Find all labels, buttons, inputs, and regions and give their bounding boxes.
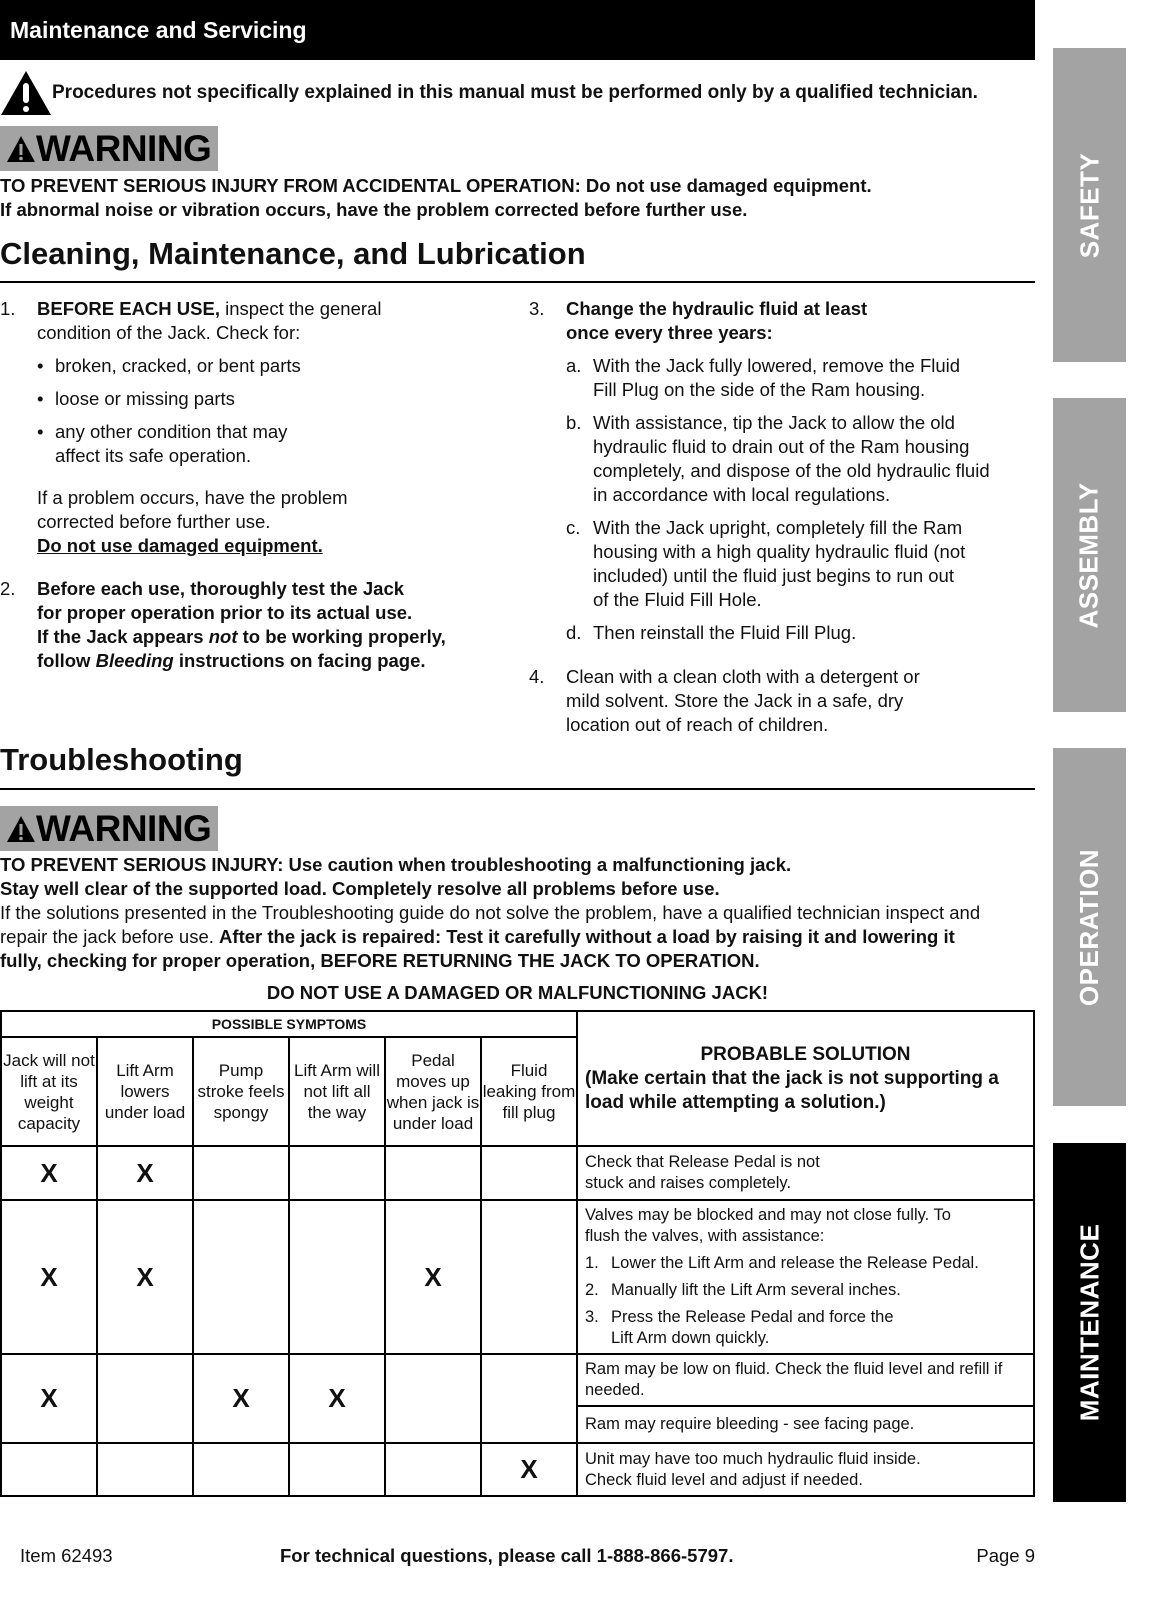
body-emphasis: After the jack is repaired: Test it carefully without a load by raising it and lowering it fully, checking for proper operation, BEFORE RETURNING THE JACK TO OPERATION.: [0, 926, 955, 971]
warning-line: TO PREVENT SERIOUS INJURY FROM ACCIDENTAL OPERATION: Do not use damaged equipment.: [0, 175, 872, 196]
cleaning-heading: Cleaning, Maintenance, and Lubrication: [0, 236, 586, 271]
tab-label: OPERATION: [1074, 848, 1105, 1006]
symptom-mark: [481, 1146, 577, 1200]
item-emphasis: not: [208, 626, 238, 647]
sub-letter: a.: [566, 355, 582, 376]
troubleshooting-warning: [0, 853, 1000, 973]
symptom-mark: X: [97, 1146, 193, 1200]
tab-label: SAFETY: [1074, 152, 1105, 258]
item-number: Item 62493: [20, 1545, 113, 1566]
warning-line: Stay well clear of the supported load. Completely resolve all problems before use.: [0, 878, 720, 899]
item-line: instructions on facing page.: [173, 650, 426, 671]
tab-label: MAINTENANCE: [1074, 1223, 1105, 1422]
bullet-item: • loose or missing parts: [37, 388, 235, 409]
solution-text: Unit may have too much hydraulic fluid inside. Check fluid level and adjust if needed.: [585, 1449, 921, 1489]
item-line: If the Jack appears: [37, 626, 209, 647]
tab-label: ASSEMBLY: [1074, 481, 1105, 629]
warning-triangle-icon: [6, 135, 36, 163]
warning-line: TO PREVENT SERIOUS INJURY: Use caution when troubleshooting a malfunctioning jack.: [0, 854, 792, 875]
solution-cell: [577, 1146, 1034, 1200]
warning-line: If abnormal noise or vibration occurs, have the problem corrected before further use.: [0, 199, 748, 220]
symptom-header: Pump stroke feels spongy: [193, 1037, 289, 1146]
item-number: 1.: [0, 298, 16, 319]
symptom-mark: X: [481, 1443, 577, 1496]
sub-text: With the Jack fully lowered, remove the Fluid Fill Plug on the side of the Ram housing.: [593, 355, 961, 400]
step-number: 2.: [585, 1281, 599, 1299]
symptoms-header: POSSIBLE SYMPTOMS: [1, 1011, 577, 1037]
item-line: follow: [37, 650, 96, 671]
sub-item: [566, 516, 971, 612]
symptom-header: Lift Arm lowers under load: [97, 1037, 193, 1146]
item-3: [566, 297, 1006, 654]
bullet-text: broken, cracked, or bent parts: [55, 355, 301, 376]
solution-text: Check that Release Pedal is not stuck and raises completely.: [585, 1153, 820, 1192]
item-line: for proper operation prior to its actual use.: [37, 602, 413, 623]
warning-triangle-icon: [0, 69, 52, 117]
solution-header: [577, 1011, 1034, 1146]
sub-item: [566, 411, 1006, 507]
symptom-mark: X: [1, 1146, 97, 1200]
sub-letter: c.: [566, 517, 581, 538]
troubleshooting-heading: Troubleshooting: [0, 742, 243, 777]
bullet-text: any other condition that may affect its safe operation.: [55, 421, 288, 466]
step-number: 3.: [585, 1308, 599, 1326]
symptom-mark: X: [289, 1354, 385, 1443]
solution-title: PROBABLE SOLUTION: [700, 1043, 911, 1065]
step-text: Manually lift the Lift Arm several inches.: [611, 1281, 901, 1299]
step-number: 1.: [585, 1254, 599, 1272]
symptom-mark: [193, 1146, 289, 1200]
solution-text: Valves may be blocked and may not close fully. To flush the valves, with assistance:: [585, 1206, 951, 1245]
caution-text: DO NOT USE A DAMAGED OR MALFUNCTIONING JACK!: [266, 982, 769, 1003]
side-tab-assembly[interactable]: [1053, 398, 1126, 712]
item-title: Change the hydraulic fluid at least once every three years:: [566, 298, 868, 343]
sub-item: [566, 621, 1006, 645]
warning-text: [0, 174, 872, 222]
solution-cell: [577, 1443, 1034, 1496]
sub-letter: b.: [566, 412, 582, 433]
warning-triangle-icon: [6, 815, 36, 843]
bullet-item: • broken, cracked, or bent parts: [37, 355, 301, 376]
item-lead: BEFORE EACH USE,: [37, 298, 220, 319]
warning-banner: [0, 806, 218, 851]
item-1: [37, 297, 437, 558]
support-phone: For technical questions, please call 1-888-866-5797.: [280, 1545, 734, 1566]
bullet-text: loose or missing parts: [55, 388, 235, 409]
side-tab-operation[interactable]: [1053, 748, 1126, 1106]
symptom-mark: X: [193, 1354, 289, 1443]
item-line: to be working properly,: [237, 626, 446, 647]
item-line: Before each use, thoroughly test the Jack: [37, 578, 405, 599]
solution-cell: [577, 1200, 1034, 1354]
symptom-mark: [193, 1200, 289, 1354]
symptom-mark: X: [385, 1200, 481, 1354]
sub-item: [566, 354, 966, 402]
technician-notice: [0, 68, 1040, 118]
item-4: Clean with a clean cloth with a detergent or mild solvent. Store the Jack in a safe, dry location out of reach of children.: [566, 666, 920, 735]
symptom-mark: [481, 1354, 577, 1443]
warning-banner: [0, 126, 218, 171]
body-text: If the solutions presented in the Troubleshooting guide do not solve the problem, have a qualified technician inspect and repair the jack before use.: [0, 902, 981, 947]
symptom-mark: [193, 1443, 289, 1496]
sub-text: With assistance, tip the Jack to allow the old hydraulic fluid to drain out of the Ram housing completely, and dispose of the old hydraulic fluid in accordance with local regulations.: [593, 412, 990, 505]
symptom-mark: [385, 1443, 481, 1496]
symptom-header: Pedal moves up when jack is under load: [385, 1037, 481, 1146]
warning-label: WARNING: [36, 127, 212, 169]
item-para: If a problem occurs, have the problem corrected before further use.: [37, 487, 348, 532]
solution-note: (Make certain that the jack is not supporting a load while attempting a solution.): [585, 1067, 999, 1113]
sub-letter: d.: [566, 622, 582, 643]
symptom-mark: X: [1, 1354, 97, 1443]
solution-cell: [577, 1354, 1034, 1406]
bullet-item: • any other condition that may affect its safe operation.: [37, 420, 327, 468]
symptom-mark: [385, 1146, 481, 1200]
notice-text: Procedures not specifically explained in this manual must be performed only by a qualified technician.: [52, 82, 978, 103]
item-emphasis: Bleeding: [95, 650, 174, 671]
step-text: Lower the Lift Arm and release the Release Pedal.: [611, 1254, 979, 1272]
section-header: [0, 0, 1035, 60]
side-tab-safety[interactable]: [1053, 48, 1126, 362]
symptom-mark: [97, 1443, 193, 1496]
symptom-mark: X: [97, 1200, 193, 1354]
sub-text: With the Jack upright, completely fill the Ram housing with a high quality hydraulic fluid (not included) until the fluid just begins to run out of the Fluid Fill Hole.: [593, 517, 966, 610]
symptom-mark: [385, 1354, 481, 1443]
sub-text: Then reinstall the Fluid Fill Plug.: [593, 622, 857, 643]
symptom-mark: [289, 1443, 385, 1496]
item-number: 2.: [0, 578, 16, 599]
divider: [0, 281, 1035, 283]
side-tab-maintenance[interactable]: [1053, 1143, 1126, 1502]
item-text: inspect the general condition of the Jack. Check for:: [37, 298, 382, 343]
symptom-header: Fluid leaking from fill plug: [481, 1037, 577, 1146]
section-title: Maintenance and Servicing: [10, 17, 307, 43]
table-row: [1, 1443, 1034, 1496]
solution-text: Ram may be low on fluid. Check the fluid level and refill if needed.: [585, 1360, 1003, 1399]
warning-label: WARNING: [36, 807, 212, 849]
table-row: [1, 1146, 1034, 1200]
symptom-mark: X: [1, 1200, 97, 1354]
symptom-mark: [289, 1200, 385, 1354]
item-emphasis: Do not use damaged equipment.: [37, 535, 323, 556]
solution-cell: Ram may require bleeding - see facing page.: [577, 1406, 1034, 1443]
step-text: Press the Release Pedal and force the Lift Arm down quickly.: [611, 1308, 894, 1347]
symptom-mark: [289, 1146, 385, 1200]
symptom-header: Lift Arm will not lift all the way: [289, 1037, 385, 1146]
page-number: Page 9: [976, 1545, 1035, 1566]
symptom-header: Jack will not lift at its weight capacity: [1, 1037, 97, 1146]
table-row: [1, 1200, 1034, 1354]
item-2: [37, 577, 507, 673]
symptom-mark: [1, 1443, 97, 1496]
troubleshooting-table: [0, 1010, 1035, 1497]
divider: [0, 788, 1035, 790]
item-number: 3.: [529, 298, 545, 319]
symptom-mark: [97, 1354, 193, 1443]
item-number: 4.: [529, 666, 545, 687]
table-row: [1, 1354, 1034, 1406]
symptom-mark: [481, 1200, 577, 1354]
